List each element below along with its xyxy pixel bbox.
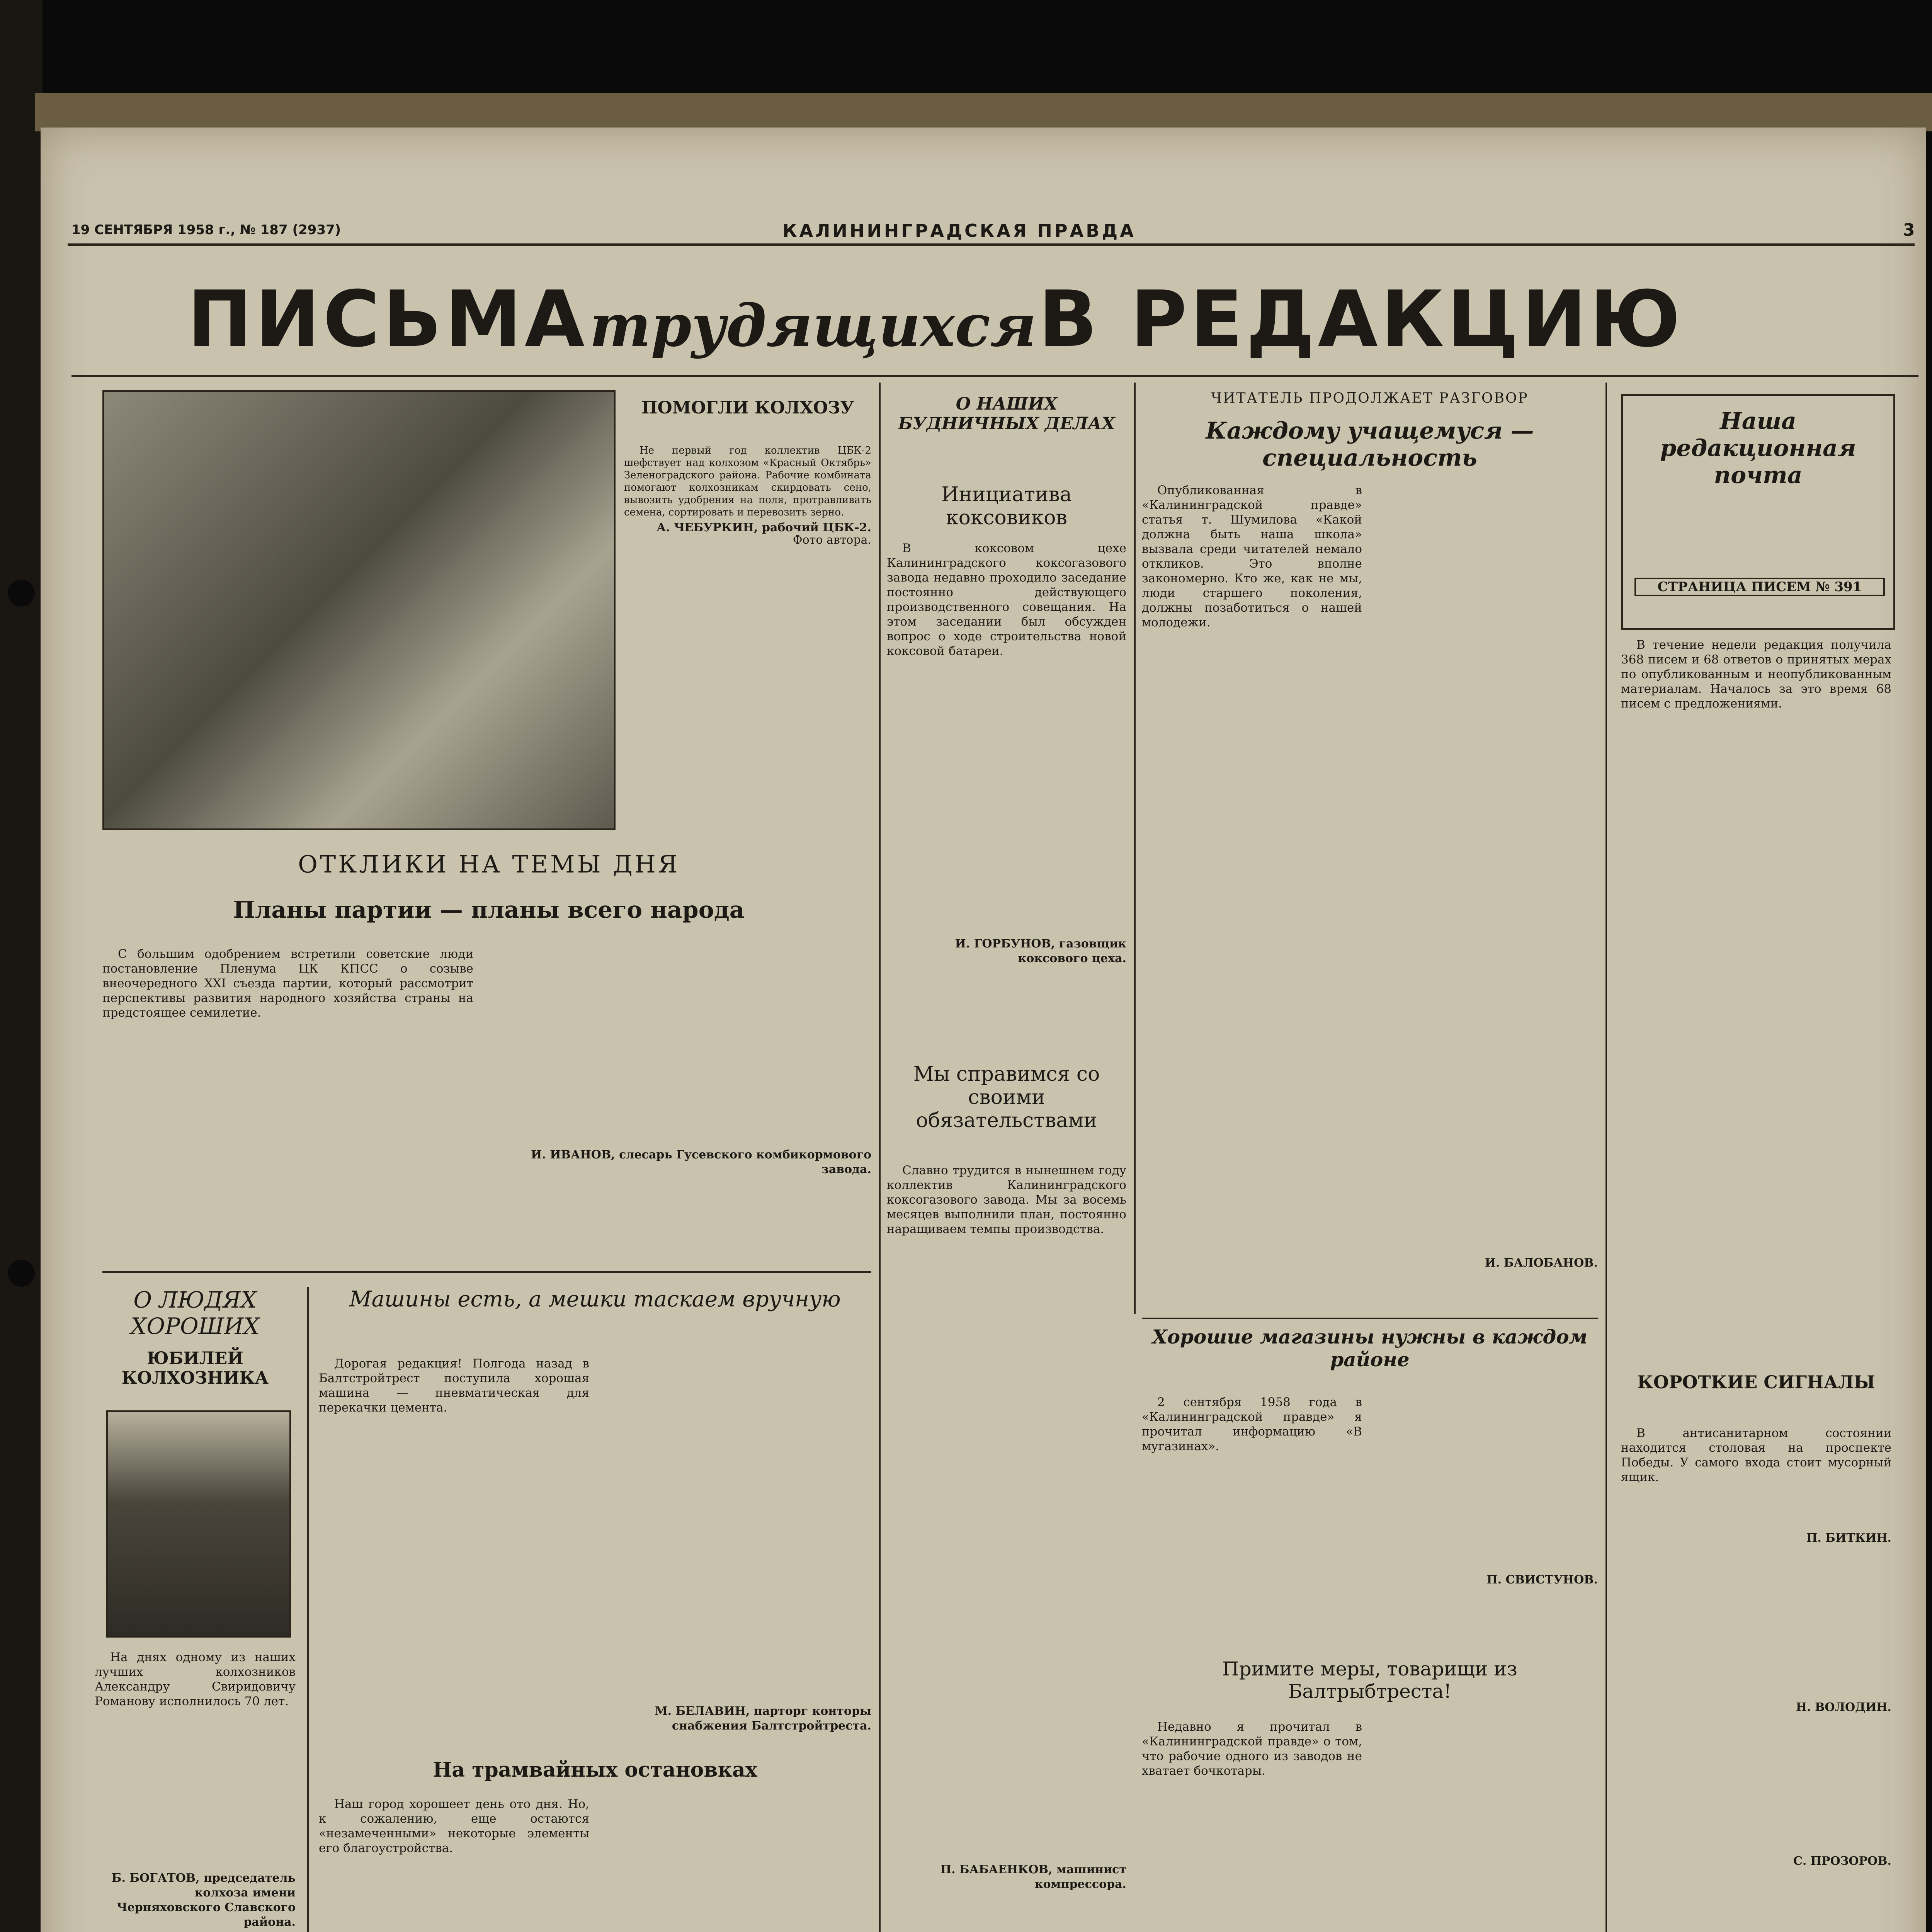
binder-edge: [0, 0, 43, 1932]
budni-signature: И. ГОРБУНОВ, газовщик коксового цеха.: [955, 937, 1126, 965]
budni-paragraph: В коксовом цехе Калининградского коксогазового завода недавно проходило заседание постоянно действующего производственного совещания. На этом заседании был обсужден вопрос о ходе строительства новой коксовой батареи.: [887, 541, 1126, 658]
lyudi-text: [95, 1650, 296, 1930]
photo1-text: [624, 444, 871, 546]
otkliki-title: Планы партии — планы всего народа: [233, 896, 745, 923]
signaly-title: КОРОТКИЕ СИГНАЛЫ: [1637, 1372, 1875, 1393]
photo1-paragraph: Не первый год коллектив ЦБК-2 шефствует над колхозом «Красный Октябрь» Зеленоградского района. Рабочие комбината помогают колхозникам скирдовать сено, вывозить удобрения на поля, протравливать семена, сортировать и перевозить зерно.: [624, 445, 871, 518]
otkliki-rule: [102, 1271, 871, 1273]
magaziny-col2: [1374, 1395, 1598, 1587]
binder-hole: [8, 580, 35, 607]
pochta-box: [1621, 394, 1895, 630]
lyudi-paragraph: На днях одному из наших лучших колхозников Александру Свиридовичу Романову исполнилось 70 лет.: [95, 1650, 296, 1708]
otkliki-signature: И. ИВАНОВ, слесарь Гусевского комбикормового завода.: [531, 1148, 871, 1176]
header-rule: [68, 243, 1915, 246]
mery-title: Примите меры, товарищи из Балтрыбтреста!: [1222, 1658, 1517, 1702]
mery-paragraph: Недавно я прочитал в «Калининградской правде» о том, что рабочие одного из заводов не хватает бочкотары.: [1142, 1720, 1362, 1778]
pochta-text: [1621, 638, 1891, 714]
budni-title: Инициатива коксовиков: [941, 483, 1072, 529]
banner-rule: [71, 375, 1918, 377]
tram-paragraph: Наш город хорошеет день ото дня. Но, к сожалению, еще остаются «незамеченными» некоторые элементы его благоустройства.: [319, 1797, 589, 1855]
spravimsya-text: [887, 1163, 1126, 1892]
otkliki-col1: [102, 947, 473, 1023]
reader-title: Каждому учащемуся — специальность: [1206, 417, 1534, 471]
newspaper-title: КАЛИНИНГРАДСКАЯ ПРАВДА: [782, 220, 1136, 241]
mashiny-title: Машины есть, а мешки таскаем вручную: [349, 1287, 841, 1312]
page-top-edge: [35, 93, 1932, 131]
tram-title: На трамвайных остановках: [433, 1758, 757, 1782]
lyudi-signature: Б. БОГАТОВ, председатель колхоза имени Черняховского Славского района.: [111, 1871, 296, 1929]
otkliki-rubric: ОТКЛИКИ НА ТЕМЫ ДНЯ: [298, 850, 680, 878]
mery-col2: [1374, 1719, 1598, 1932]
magaziny-paragraph: 2 сентября 1958 года в «Калининградской правде» я прочитал информацию «В мугазинах».: [1142, 1395, 1362, 1453]
lyudi-title: ЮБИЛЕЙ КОЛХОЗНИКА: [121, 1349, 269, 1388]
spravimsya-title: Мы справимся со своими обязательствами: [913, 1063, 1100, 1132]
photo1-caption: Фото автора.: [793, 533, 871, 547]
magaziny-title: Хорошие магазины нужны в каждом районе: [1152, 1325, 1588, 1371]
pochta-subtitle: СТРАНИЦА ПИСЕМ № 391: [1634, 578, 1885, 596]
column-rule: [879, 383, 881, 1932]
budni-text: [887, 541, 1126, 966]
section-banner: [187, 274, 1888, 363]
pochta-title: Наша редакционная почта: [1660, 408, 1856, 489]
reader-paragraph: Опубликованная в «Калининградской правде» статья т. Шумилова «Какой должна быть наша школа» вызвала среди читателей немало откликов. Это вполне закономерно. Кто же, как не мы, люди старшего поколения, должны позаботиться о нашей молодежи.: [1142, 483, 1362, 629]
magaziny-rule: [1142, 1318, 1598, 1319]
page-number: 3: [1903, 220, 1915, 240]
tram-col1: [319, 1797, 589, 1859]
photo1-title: ПОМОГЛИ КОЛХОЗУ: [641, 398, 854, 418]
mashiny-col1: [319, 1356, 589, 1418]
signaly-signature-2: Н. ВОЛОДИН.: [1796, 1701, 1891, 1714]
pochta-paragraph: В течение недели редакция получила 368 писем и 68 ответов о принятых мерах по опубликованным и неопубликованным материалам. Началось за это время 68 писем с предложениями.: [1621, 638, 1891, 711]
otkliki-col2: [489, 947, 871, 1177]
magaziny-signature: П. СВИСТУНОВ.: [1486, 1573, 1598, 1587]
budni-rubric: О НАШИХ БУДНИЧНЫХ ДЕЛАХ: [898, 394, 1115, 434]
mery-col1: [1142, 1719, 1362, 1781]
issue-date: 19 СЕНТЯБРЯ 1958 г., № 187 (2937): [71, 222, 341, 238]
signaly-signature-3: С. ПРОЗОРОВ.: [1793, 1854, 1891, 1868]
photo1-author: А. ЧЕБУРКИН, рабочий ЦБК-2.: [656, 521, 871, 534]
reader-col2: [1374, 483, 1598, 1270]
portrait-photo: [106, 1410, 291, 1638]
left-column-rule: [307, 1287, 309, 1932]
signaly-paragraph: В антисанитарном состоянии находится столовая на проспекте Победы. У самого входа стоит мусорный ящик.: [1621, 1426, 1891, 1484]
mashiny-paragraph: Дорогая редакция! Полгода назад в Балтстройтрест поступила хорошая машина — пневматическая для перекачки цемента.: [319, 1357, 589, 1415]
tractor-photo: [102, 390, 616, 830]
binder-hole: [8, 1260, 35, 1287]
banner-part2: трудящихся: [589, 292, 1037, 360]
mashiny-signature: М. БЕЛАВИН, парторг конторы снабжения Балтстройтреста.: [655, 1704, 871, 1733]
spravimsya-signature: П. БАБАЕНКОВ, машинист компрессора.: [940, 1863, 1126, 1891]
signaly-signature-1: П. БИТКИН.: [1806, 1531, 1891, 1545]
reader-signature: И. БАЛОБАНОВ.: [1485, 1256, 1598, 1270]
mashiny-col2: [601, 1356, 871, 1733]
column-rule: [1134, 383, 1136, 1314]
spravimsya-paragraph: Славно трудится в нынешнем году коллектив Калининградского коксогазового завода. Мы за восемь месяцев выполнили план, постоянно наращиваем темпы производства.: [887, 1163, 1126, 1236]
reader-rubric: ЧИТАТЕЛЬ ПРОДОЛЖАЕТ РАЗГОВОР: [1211, 390, 1529, 406]
reader-col1: [1142, 483, 1362, 633]
lyudi-rubric: О ЛЮДЯХ ХОРОШИХ: [131, 1287, 260, 1339]
tram-col2: [601, 1797, 871, 1932]
newspaper-page: [41, 128, 1926, 1932]
otkliki-paragraph: С большим одобрением встретили советские люди постановление Пленума ЦК КПСС о созыве внеочередного XXI съезда партии, который рассмотрит перспективы развития народного хозяйства страны на предстоящее семилетие.: [102, 947, 473, 1020]
magaziny-col1: [1142, 1395, 1362, 1457]
column-rule: [1605, 383, 1607, 1932]
signaly-text: [1621, 1426, 1891, 1869]
banner-part3: В РЕДАКЦИЮ: [1038, 274, 1684, 364]
banner-part1: ПИСЬМА: [187, 274, 588, 364]
